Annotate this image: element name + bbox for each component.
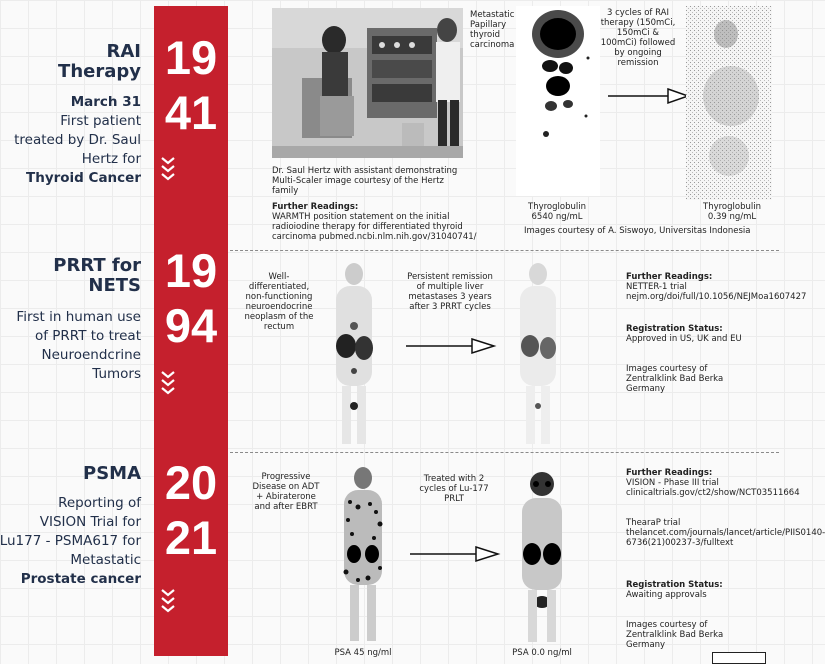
row2-reg-label: Registration Status: <box>626 324 723 334</box>
arrow-right-icon <box>608 88 690 108</box>
row3-reg-label: Registration Status: <box>626 580 723 590</box>
row3-post-label: Treated with 2 cycles of Lu-177 PRLT <box>419 474 489 504</box>
row3-desc-line: Metastatic <box>70 552 141 568</box>
row1-further-label: Further Readings: <box>272 202 359 212</box>
chevron-down-icon <box>160 370 176 400</box>
row2-post-label: Persistent remission of multiple liver metastases 3 years after 3 PRRT cycles <box>407 272 493 312</box>
row1-pre-value-number: 6540 ng/mL <box>531 212 583 222</box>
row3-pre-value: PSA 45 ng/ml <box>334 648 392 658</box>
row3-post-value: PSA 0.0 ng/ml <box>512 648 572 658</box>
row1-post-scan <box>686 6 772 200</box>
row3-title-line1: PSMA <box>83 463 141 484</box>
row1-post-label: 3 cycles of RAI therapy (150mCi, 150mCi & 100mCi) followed by ongoing remission <box>600 8 676 68</box>
row1-further-readings <box>272 202 490 242</box>
chevron-down-icon <box>160 156 176 186</box>
row3-reg-text: Awaiting approvals <box>626 590 707 600</box>
row3-further-label: Further Readings: <box>626 468 713 478</box>
row2-desc-line: First in human use <box>16 309 141 325</box>
row2-title-line1: PRRT for <box>53 255 141 276</box>
arrow-right-icon <box>410 546 500 566</box>
row3-desc-bold: Prostate cancer <box>20 571 141 587</box>
row2-credit: Images courtesy of Zentralklink Bad Berka Germany <box>626 364 724 394</box>
row2-year-bottom: 94 <box>164 299 218 352</box>
row1-pre-label: Metastatic Papillary thyroid carcinoma <box>470 10 515 50</box>
row3-registration <box>626 580 774 600</box>
row1-year-top: 19 <box>164 31 218 84</box>
row3-pre-scan <box>322 462 404 644</box>
photo-caption: Dr. Saul Hertz with assistant demonstrating Multi-Scaler image courtesy of the Hertz family <box>272 166 458 196</box>
row1-further-text: WARMTH position statement on the initial radioiodine therapy for differentiated thyroid carcinoma pubmed.ncbi.nlm.nih.gov/31040741/ <box>272 212 477 242</box>
row2-further-label: Further Readings: <box>626 272 713 282</box>
row1-post-value-label: Thyroglobulin <box>703 202 761 212</box>
row1-title-line2: Therapy <box>58 61 141 82</box>
row1-desc-line: Hertz for <box>81 151 141 167</box>
row1-pre-scan <box>516 6 600 196</box>
row1-post-value <box>694 202 770 222</box>
row2-title <box>53 256 141 296</box>
row2-post-scan <box>498 256 578 448</box>
row1-year-bottom: 41 <box>164 86 218 139</box>
row2-pre-label: Well-differentiated, non-functioning neuroendocrine neoplasm of the rectum <box>244 272 314 332</box>
qr-code-icon <box>712 652 766 664</box>
row3-further-readings <box>626 468 800 498</box>
row3-pre-label: Progressive Disease on ADT + Abiraterone and after EBRT <box>252 472 320 512</box>
row3-year-bottom: 21 <box>164 511 218 564</box>
row1-date: March 31 <box>70 94 141 110</box>
row3-further-readings-2: ThearaP trial thelancet.com/journals/lancet/article/PIIS0140-6736(21)00237-3/fulltext <box>626 518 825 548</box>
row1-post-value-number: 0.39 ng/mL <box>707 212 757 222</box>
row3-desc-line: Reporting of <box>58 495 141 511</box>
row2-further-text: NETTER-1 trial nejm.org/doi/full/10.1056/NEJMoa1607427 <box>626 282 807 302</box>
row2-desc-line: Neuroendcrine <box>41 347 141 363</box>
row3-post-scan <box>500 462 584 644</box>
row2-year-top: 19 <box>164 244 218 297</box>
row3-credit: Images courtesy of Zentralklink Bad Berka Germany <box>626 620 724 650</box>
row2-description <box>0 308 141 384</box>
row2-registration <box>626 324 771 344</box>
row-divider <box>230 452 779 453</box>
row3-title <box>83 464 141 484</box>
row2-pre-scan <box>316 256 392 448</box>
row2-desc-line: of PRRT to treat <box>34 328 141 344</box>
row-divider <box>230 250 779 251</box>
row3-desc-line: Lu177 - PSMA617 for <box>0 533 141 549</box>
row1-title-line1: RAI <box>106 41 141 62</box>
row3-year-top: 20 <box>164 456 218 509</box>
row1-credit: Images courtesy of A. Siswoyo, Universitas Indonesia <box>524 226 751 236</box>
hertz-photo <box>272 8 463 158</box>
row3-desc-line: VISION Trial for <box>39 514 141 530</box>
row1-desc-bold: Thyroid Cancer <box>26 170 141 186</box>
row1-desc-line: First patient <box>60 113 141 129</box>
row2-further-readings <box>626 272 807 302</box>
row2-desc-line: Tumors <box>92 366 141 382</box>
row2-title-line2: NETS <box>88 275 141 296</box>
row1-title <box>58 42 141 82</box>
row1-pre-value-label: Thyroglobulin <box>528 202 586 212</box>
row2-reg-text: Approved in US, UK and EU <box>626 334 742 344</box>
chevron-down-icon <box>160 588 176 618</box>
row3-further-text: VISION - Phase III trial clinicaltrials.gov/ct2/show/NCT03511664 <box>626 478 800 498</box>
row3-description <box>0 494 141 589</box>
row1-desc-line: treated by Dr. Saul <box>14 132 141 148</box>
row1-pre-value <box>512 202 602 222</box>
row1-description <box>0 93 141 188</box>
arrow-right-icon <box>406 338 496 358</box>
